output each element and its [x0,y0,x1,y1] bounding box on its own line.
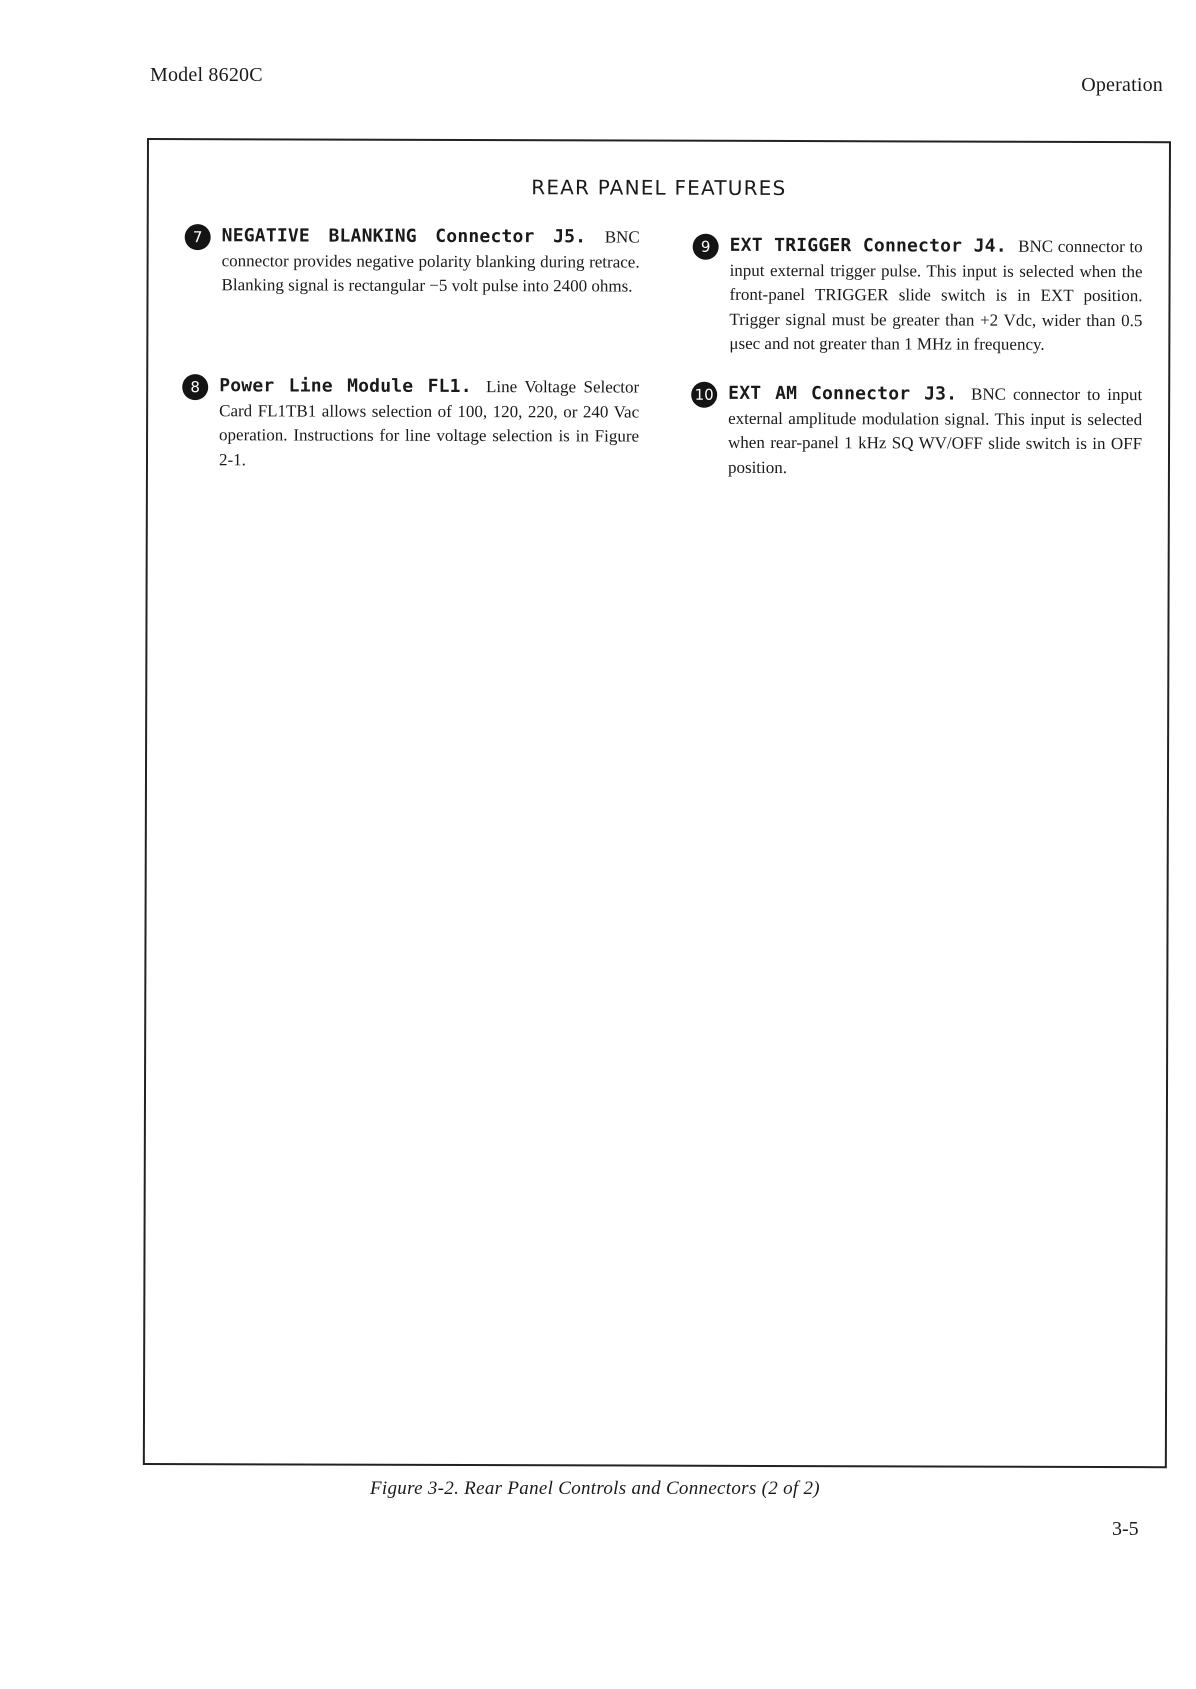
feature-text: BNC connector to input external trigger pulse. This input is selected when the front-panel TRIGGER slide switch is in EXT position. Trigger signal must be greater than +2 Vdc, wider than 0.5 μsec and not greater than 1 MHz in frequency. [729,236,1143,354]
callout-number-8-icon: 8 [182,374,208,400]
feature-power-line-module [190,374,640,473]
feature-ext-trigger [700,234,1143,358]
feature-heading: EXT AM Connector J3. [728,382,972,405]
feature-text: BNC connector provides negative polarity blanking during retrace. Blanking signal is rectangular −5 volt pulse into 2400 ohms. [221,227,640,296]
feature-negative-blanking [192,224,640,299]
feature-text: BNC connector to input external amplitude modulation signal. This input is selected when rear-panel 1 kHz SQ WV/OFF slide switch is in OFF position. [727,384,1143,477]
feature-heading: NEGATIVE BLANKING Connector J5. [221,225,605,248]
figure-caption: Figure 3-2. Rear Panel Controls and Connectors (2 of 2) [370,1478,820,1499]
feature-text: Line Voltage Selector Card FL1TB1 allows selection of 100, 120, 220, or 240 Vac operation. Instructions for line voltage selection is in Figure 2-1. [218,377,640,469]
callout-number-9-icon: 9 [693,234,719,260]
header-model: Model 8620C [150,64,263,86]
feature-ext-am [694,382,1143,481]
panel-title: REAR PANEL FEATURES [531,175,787,201]
callout-number-7-icon: 7 [185,224,211,250]
page-number: 3-5 [1112,1518,1139,1540]
header-section: Operation [1081,74,1163,96]
rear-panel-features-box [143,138,1171,1468]
feature-heading: EXT TRIGGER Connector J4. [729,234,1019,257]
feature-heading: Power Line Module FL1. [219,375,487,398]
callout-number-10-icon: 10 [691,382,717,408]
